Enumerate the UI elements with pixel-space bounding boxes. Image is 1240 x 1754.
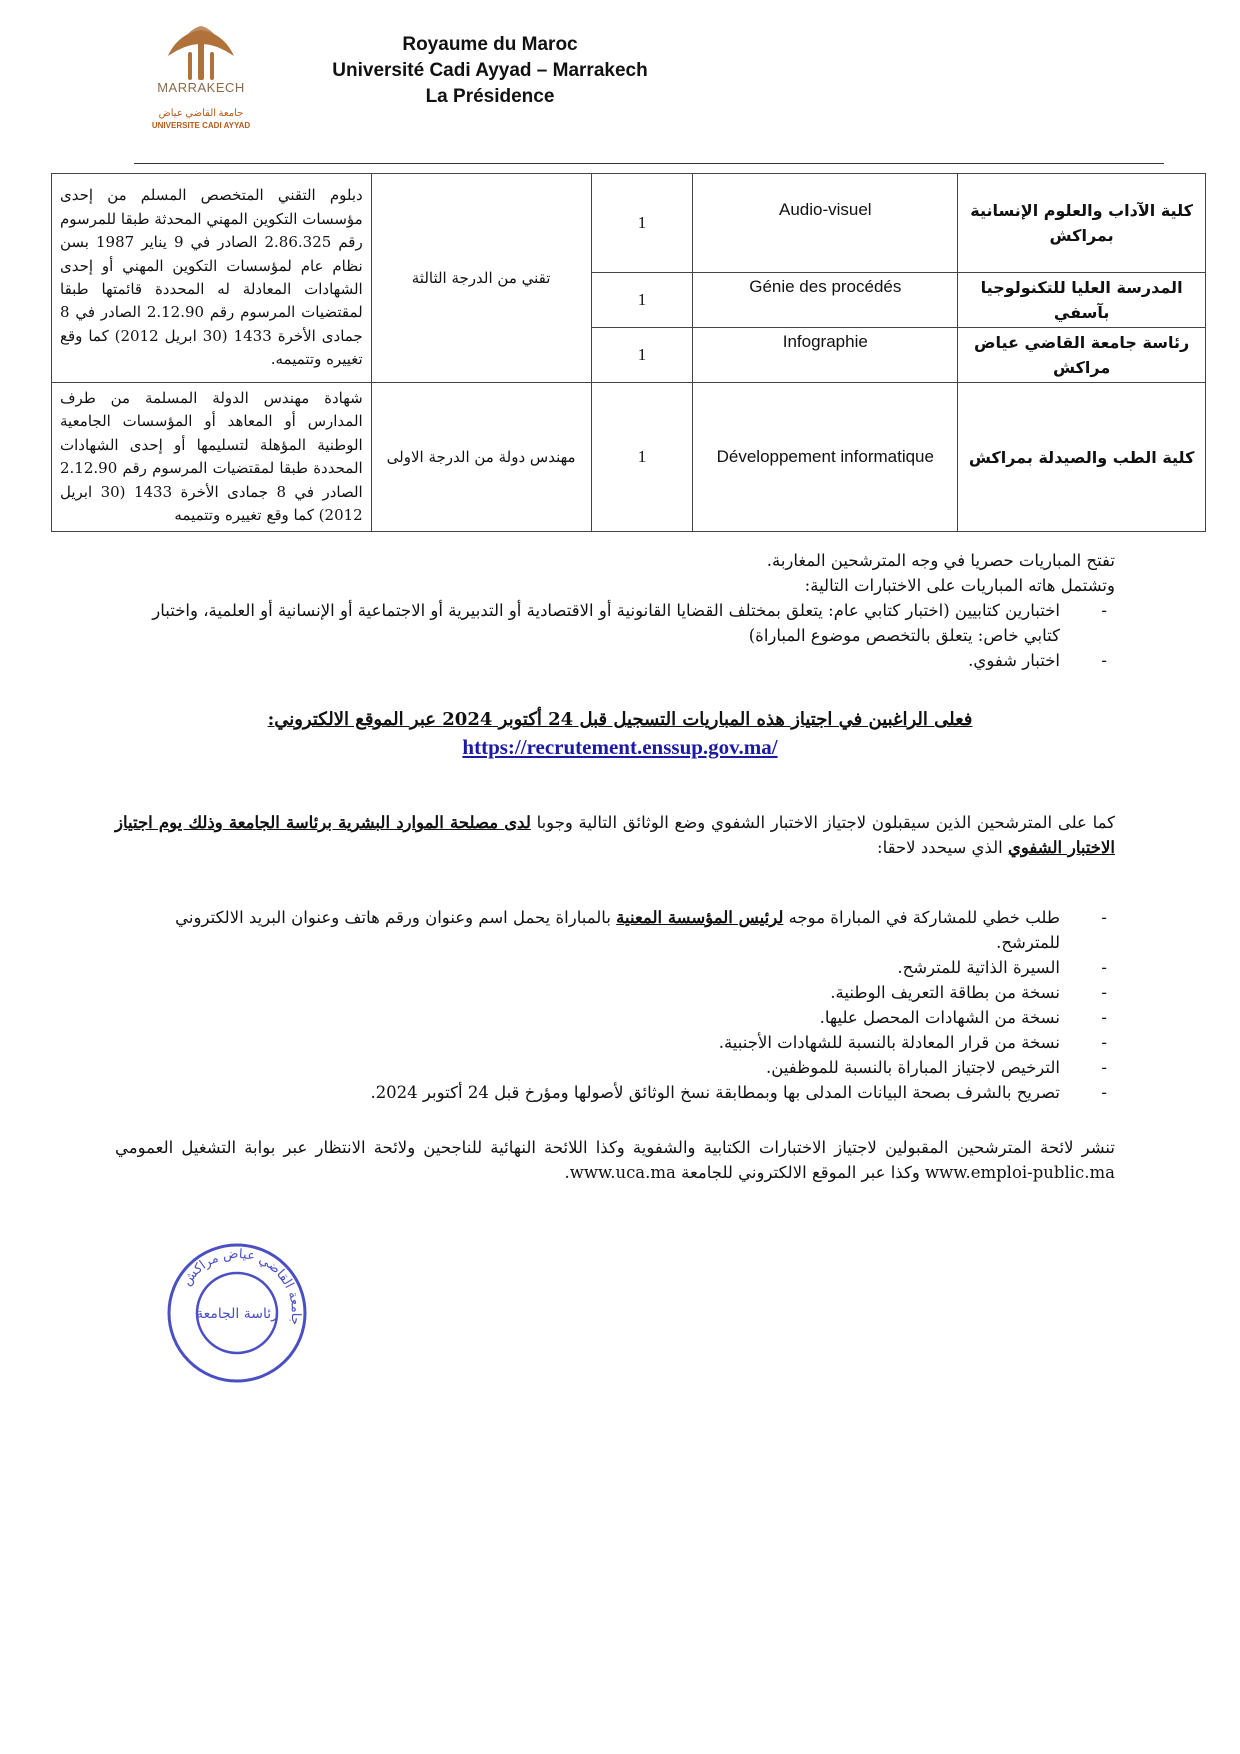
header-line-3: La Présidence [425,86,555,107]
documents-section [115,905,1115,1105]
doc-text-1c: بالمباراة يحمل اسم وعنوان ورقم هاتف وعنوان البريد الالكتروني للمترشح. [175,908,1060,952]
letterhead [0,0,1240,170]
university-logo [146,22,256,134]
diploma-cell: شهادة مهندس الدولة المسلمة من طرف المدارس أو المعاهد أو المؤسسات الجامعية الوطنية المؤهلة لتسليمها أو إحدى الشهادات المحددة طبقا لمقتضيات المرسوم رقم 2.12.90 الصادر في 8 جمادى الأخرة 1433 (30 ابريل 2012) كما وقع تغييره وتتميمه [52,383,372,532]
grade-cell: تقني من الدرجة الثالثة [371,174,591,383]
establishment-cell: كلية الآداب والعلوم الإنسانية بمراكش [958,174,1206,273]
registration-link[interactable]: https://recrutement.enssup.gov.ma/ [462,735,778,759]
intro-section [115,548,1115,673]
specialty-cell: Infographie [693,328,958,383]
intro-line-2: وتشتمل هاته المباريات على الاختبارات التالية: [804,576,1115,595]
list-item: - اختبارين كتابيين (اختبار كتابي عام: يتعلق بمختلف القضايا القانونية أو الاقتصادية أو التدبيرية أو الاجتماعية أو الإنسانية أو العلمية، واختبار كتابي خاص: يتعلق بالتخصص موضوع المباراة) [115,598,1115,648]
diploma-cell: دبلوم التقني المتخصص المسلم من إحدى مؤسسات التكوين المهني المحدثة طبقا للمرسوم رقم 2.86.325 الصادر في 9 يناير 1987 بسن نظام عام لمؤسسات التكوين المهني أو إحدى الشهادات المعادلة له المحددة قائمتها طبقا لمقتضيات المرسوم رقم 2.12.90 الصادر في 8 جمادى الأخرة 1433 (30 ابريل 2012) كما وقع تغييره وتتميمه. [52,174,372,383]
oral-text-3: الذي سيحدد لاحقا: [877,838,1003,857]
stamp-inner-text: رئاسة الجامعة [196,1306,278,1322]
specialty-cell: Génie des procédés [693,273,958,328]
list-item: - نسخة من بطاقة التعريف الوطنية. [115,980,1115,1005]
institution-header [290,32,690,110]
establishment-cell: رئاسة جامعة القاضي عياض مراكش [958,328,1206,383]
stamp-outer-text: جامعة القاضي عياض مراكش [179,1246,304,1327]
list-item: - الترخيص لاجتياز المباراة بالنسبة للموظفين. [115,1055,1115,1080]
grade-cell: مهندس دولة من الدرجة الاولى [371,383,591,532]
positions-cell: 1 [591,174,693,273]
oral-instructions [115,810,1115,860]
specialty-cell: Développement informatique [693,383,958,532]
positions-cell: 1 [591,328,693,383]
intro-line-1: تفتح المباريات حصريا في وجه المترشحين المغاربة. [766,551,1115,570]
specialty-cell: Audio-visuel [693,174,958,273]
palm-emblem-icon [146,22,256,82]
header-line-1: Royaume du Maroc [402,34,578,55]
header-line-2: Université Cadi Ayyad – Marrakech [332,60,648,81]
oral-text-2: لدى مصلحة الموارد البشرية برئاسة الجامعة وذلك يوم اجتياز الاختبار الشفوي [115,813,1115,857]
table-row [52,174,1206,273]
doc-text-1b: لرئيس المؤسسة المعنية [616,908,784,927]
positions-cell: 1 [591,273,693,328]
logo-subtitle: UNIVERSITE CADI AYYAD [151,121,251,130]
logo-wordmark: MARRAKECH [157,80,245,95]
logo-arabic-name: جامعة القاضي عياض [158,108,244,119]
documents-list [115,905,1115,1105]
positions-cell: 1 [591,383,693,532]
tests-list [115,598,1115,673]
list-item: - السيرة الذاتية للمترشح. [115,955,1115,980]
oral-text-1: كما على المترشحين الذين سيقبلون لاجتياز الاختبار الشفوي وضع الوثائق التالية وجوبا [536,813,1115,832]
table-row [52,383,1206,532]
establishment-cell: كلية الطب والصيدلة بمراكش [958,383,1206,532]
doc-text-1a: طلب خطي للمشاركة في المباراة موجه [788,908,1060,927]
publication-note: تنشر لائحة المترشحين المقبولين لاجتياز الاختبارات الكتابية والشفوية وكذا اللائحة النهائية للناجحين ولائحة الانتظار عبر بوابة التشغيل العمومي www.emploi-public.ma وكذا عبر الموقع الالكتروني للجامعة www.uca.ma. [115,1138,1115,1182]
list-item: - اختبار شفوي. [115,648,1115,673]
list-item: - نسخة من قرار المعادلة بالنسبة للشهادات الأجنبية. [115,1030,1115,1055]
list-item: - نسخة من الشهادات المحصل عليها. [115,1005,1115,1030]
registration-notice: فعلى الراغبين في اجتياز هذه المباريات التسجيل قبل 24 أكتوبر 2024 عبر الموقع الالكتروني: [267,709,973,730]
establishment-cell: المدرسة العليا للتكنولوجيا بآسفي [958,273,1206,328]
list-item [115,905,1115,955]
list-item: - تصريح بالشرف بصحة البيانات المدلى بها وبمطابقة نسخ الوثائق لأصولها ومؤرخ قبل 24 أكتوبر 2024. [115,1080,1115,1105]
header-divider [134,163,1164,164]
presidency-stamp [162,1238,312,1388]
positions-table [51,173,1206,532]
